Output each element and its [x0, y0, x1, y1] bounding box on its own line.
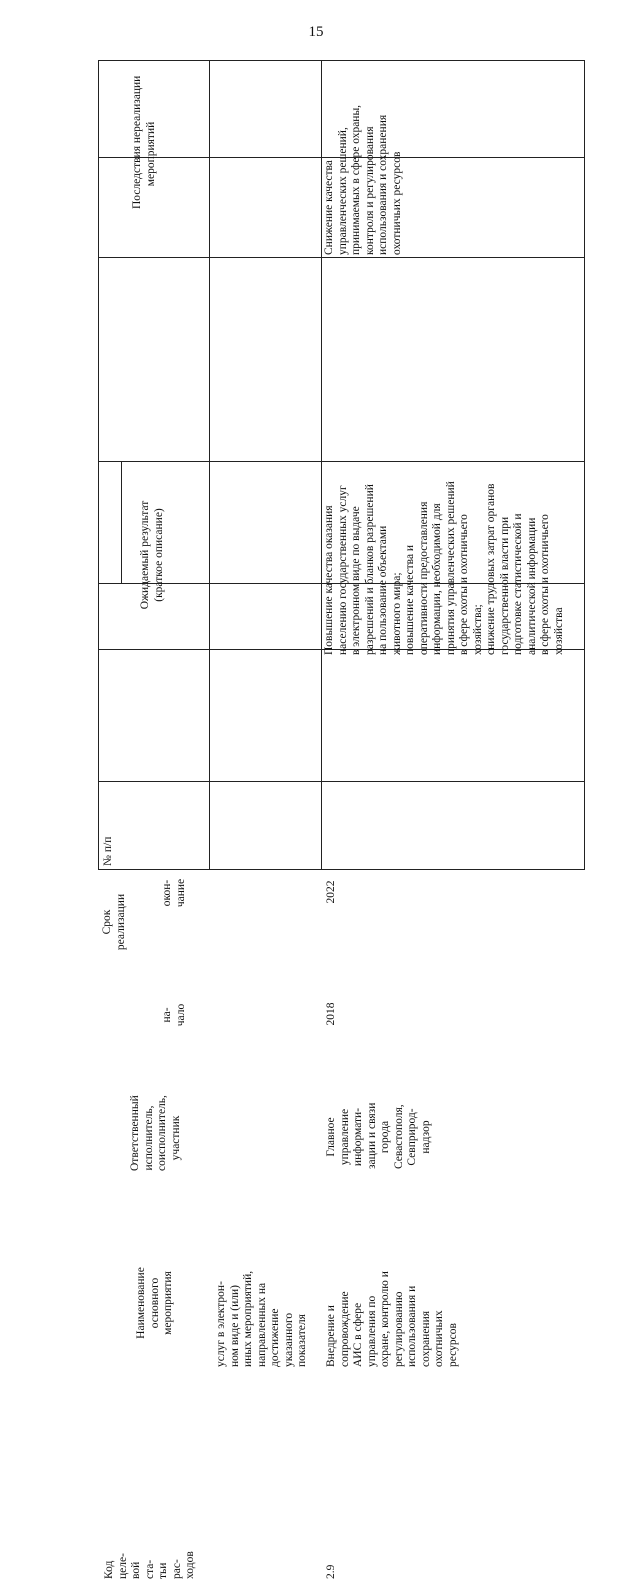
row-29-consequences: Снижение качества управленческих решений, принимаемых в сфере охраны, контроля и регулирования использования и сохранения охотничьих ресурсов — [323, 104, 403, 255]
row-29-num: 2.9 — [325, 1564, 337, 1579]
row-29-responsible: Главное управление информати- зации и связи города Севастополя, Севприрод- надзор — [325, 1102, 432, 1169]
header-num — [99, 869, 121, 889]
header-consequences: Последствия нереализации мероприятий — [131, 75, 157, 209]
header-responsible: Ответственный исполнитель, соисполнитель, участник — [129, 1095, 182, 1171]
header-end: окон- чание — [161, 878, 187, 908]
measures-table — [98, 60, 585, 1579]
header-num-label: № п/п — [102, 836, 114, 866]
row-29-start: 2018 — [325, 1002, 337, 1026]
row-29-result: Повышение качества оказания населению государственных услуг в электронном виде по выдаче разрешений и бланков разрешений на пользование объектами животного мира; повышение качества и оперативности предоставления информации, необходимой для принятия управленческих решений в сфере охоты и охотничьего хозяйства; снижение трудовых затрат органов государственной власти при подготовке статистической и аналитической информации в сфере охоты и охотничьего хозяйства — [323, 481, 565, 655]
header-start: на- чало — [161, 1003, 187, 1027]
header-name: Наименование основного мероприятия — [135, 1267, 174, 1339]
header-period: Срок реализации — [101, 893, 127, 951]
row-prev-name: услуг в электрон- ном виде и (или) иных мероприятий, направленных на достижение указанного показателя — [215, 1270, 308, 1367]
header-result: Ожидаемый результат (краткое описание) — [139, 500, 165, 610]
page-number: 15 — [308, 24, 324, 40]
header-code: Код целе- вой ста- тьи рас- ходов — [103, 1551, 196, 1579]
row-29-end: 2022 — [325, 880, 337, 904]
row-29-name: Внедрение и сопровождение АИС в сфере управления по охране, контролю и регулированию использования и сохранения охотничьих ресурсов — [325, 1271, 459, 1367]
